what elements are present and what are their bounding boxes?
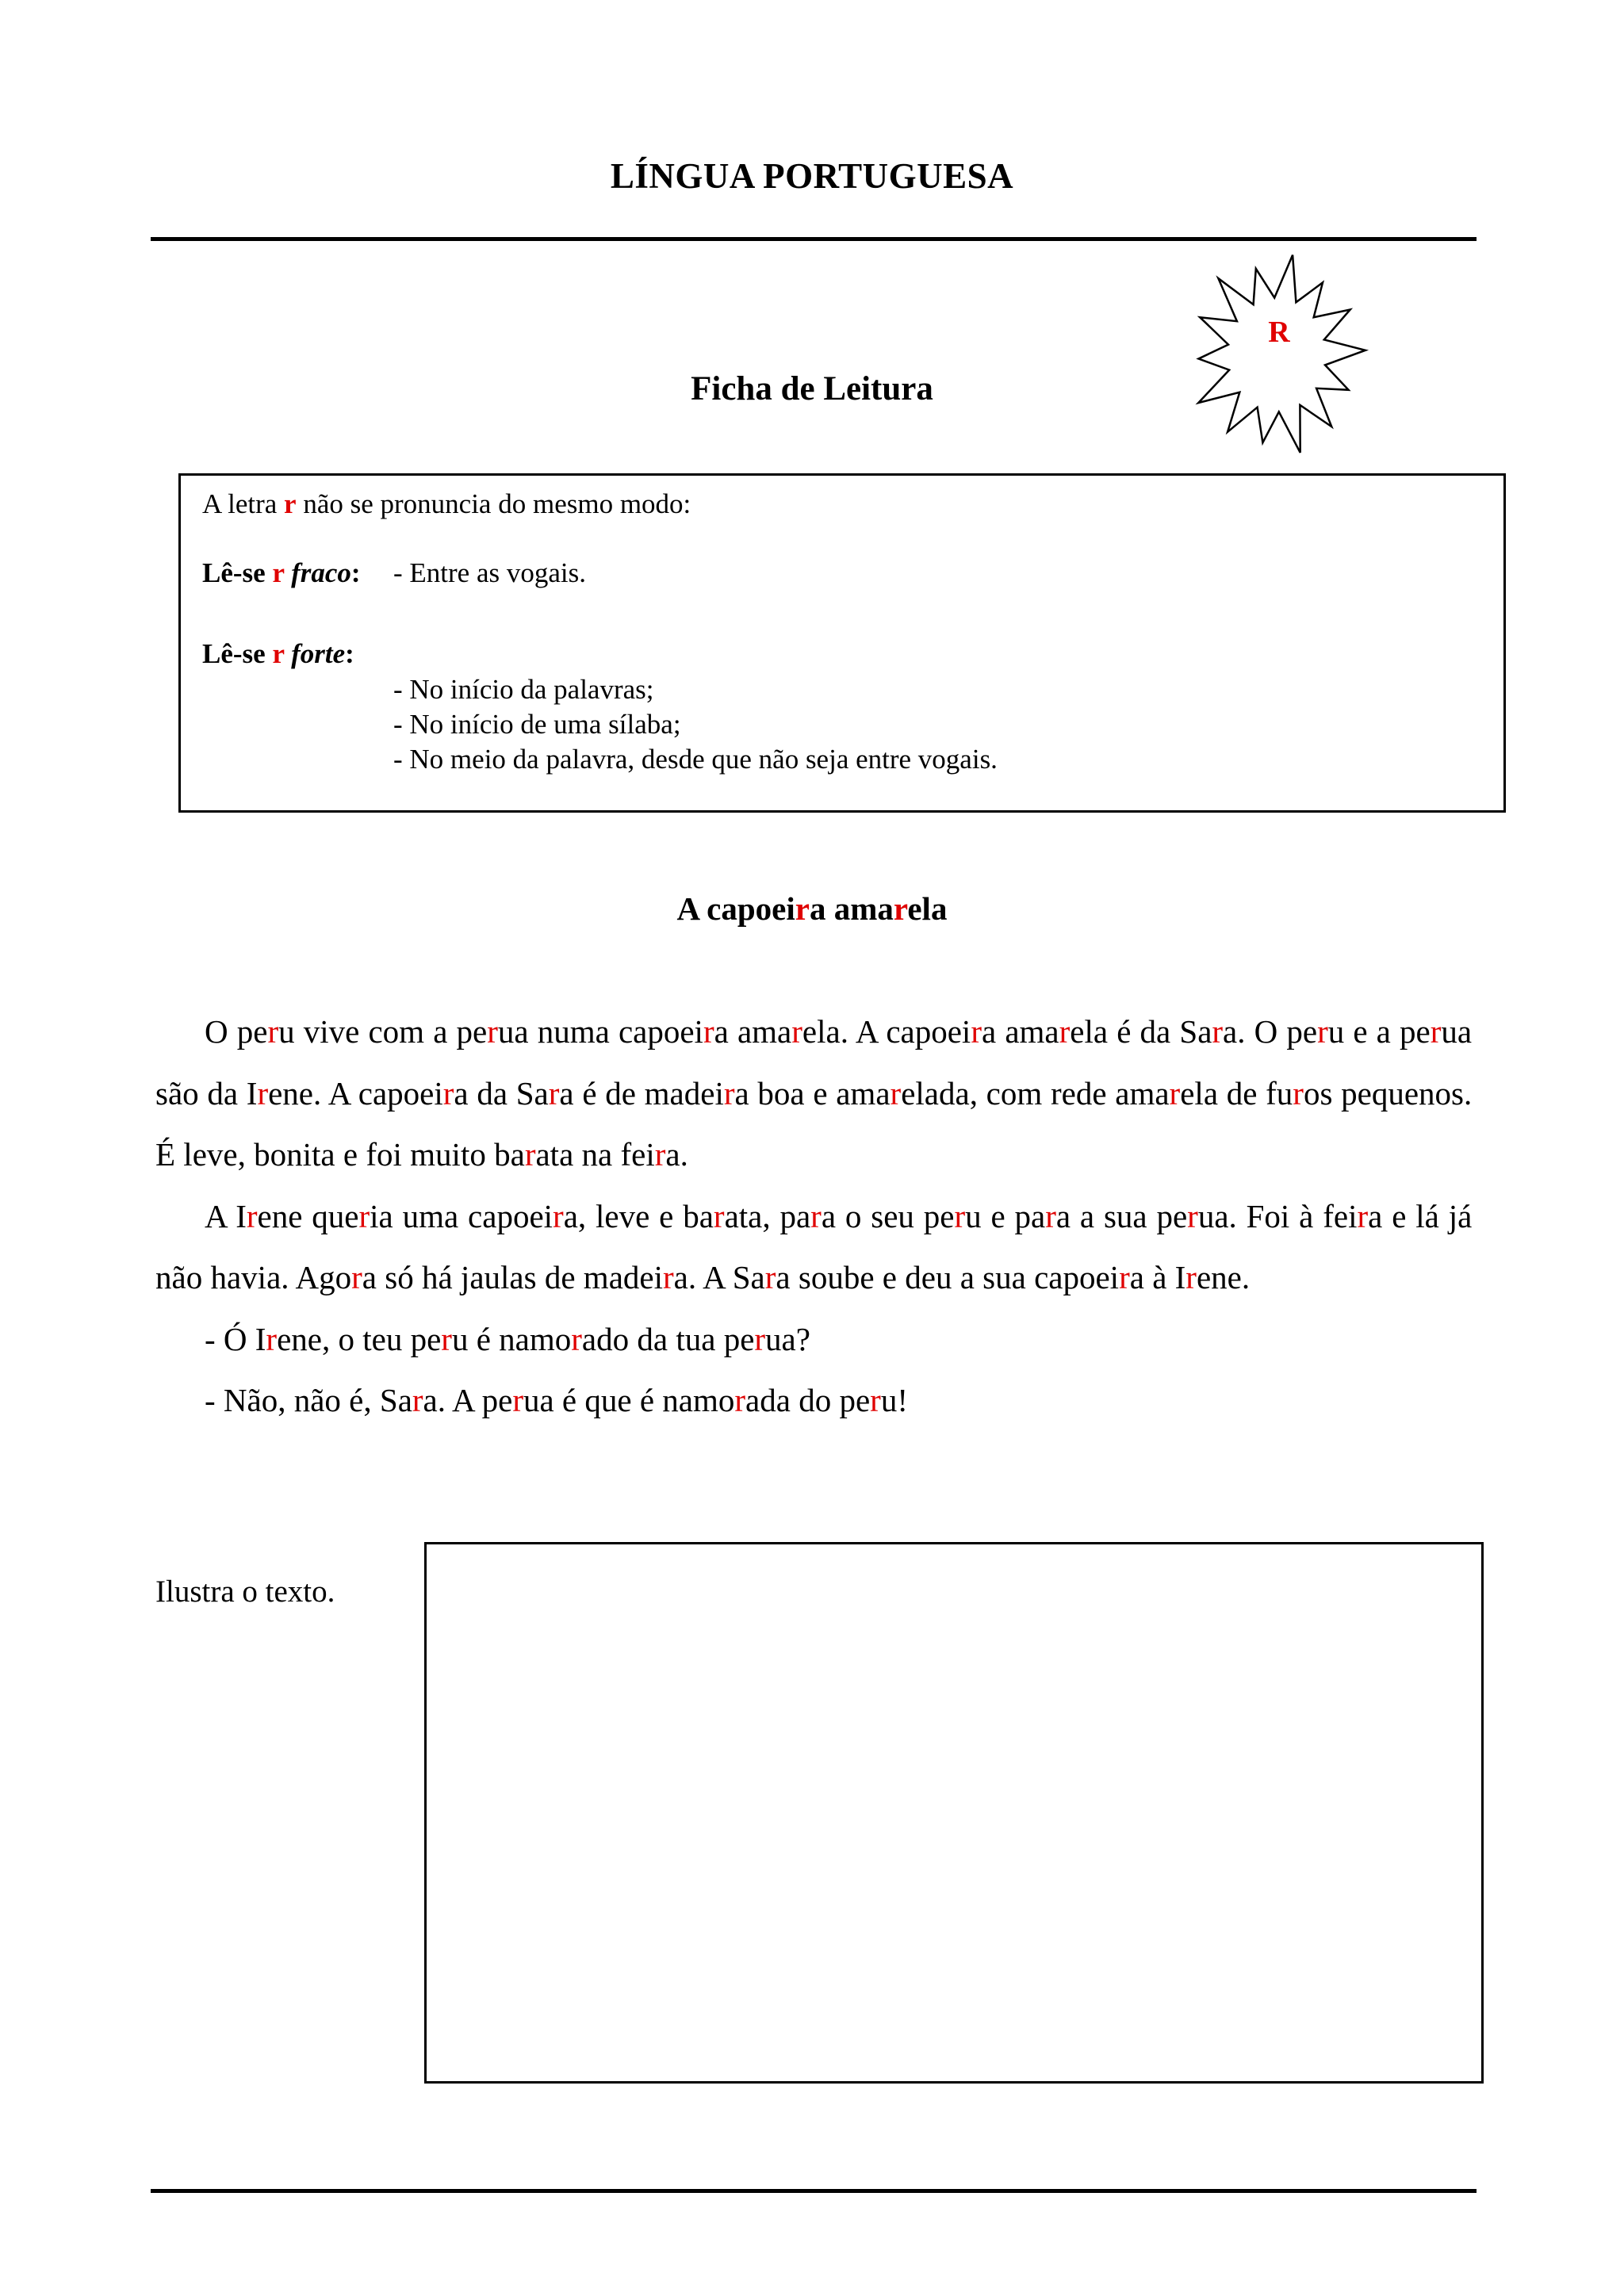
story-paragraph: O peru vive com a perua numa capoeira amarela. A capoeira amarela é da Sara. O peru e a perua são da Irene. A capoeira da Sara é de madeira boa e amarelada, com rede amarela de furos pequenos. É leve, bonita e foi muito barata na feira. (155, 1013, 1473, 1173)
weak-label-pre: Lê-se (202, 557, 273, 588)
story-text (155, 1001, 1472, 1432)
strong-label-letter: r (272, 638, 285, 669)
story-dialogue-line: - Não, não é, Sara. A perua é que é namorada do peru! (205, 1382, 908, 1418)
weak-label-colon: : (350, 557, 361, 588)
illustration-drawing-area[interactable] (424, 1542, 1484, 2084)
strong-label-pre: Lê-se (202, 638, 273, 669)
strong-label-colon: : (345, 638, 354, 669)
strong-r-rule-item: - No meio da palavra, desde que não seja entre vogais. (393, 744, 998, 775)
worksheet-title: Ficha de Leitura (691, 370, 933, 408)
strong-r-label (202, 638, 354, 670)
header-divider (151, 237, 1477, 241)
footer-divider (151, 2189, 1477, 2193)
weak-r-label (202, 557, 361, 589)
strong-r-rule-item: - No início da palavras; (393, 674, 654, 705)
badge-letter: R (1268, 316, 1290, 349)
page-header-title: LÍNGUA PORTUGUESA (610, 156, 1014, 196)
illustration-instruction: Ilustra o texto. (155, 1575, 335, 1609)
story-paragraph: A Irene queria uma capoeira, leve e barata, para o seu peru e para a sua perua. Foi à feira e lá já não havia. Agora só há jaulas de madeira. A Sara soube e deu a sua capoeira à Irene. (155, 1197, 1473, 1295)
rules-intro-letter: r (284, 488, 297, 519)
pronunciation-rules-box (178, 473, 1506, 813)
story-dialogue-line: - Ó Irene, o teu peru é namorado da tua perua? (205, 1320, 810, 1357)
weak-r-description: - Entre as vogais. (393, 557, 586, 588)
strong-r-rule-item: - No início de uma sílaba; (393, 709, 681, 740)
story-title: A capoeira amarela (676, 890, 948, 927)
starburst-shape (1198, 255, 1365, 453)
rules-intro-post: não se pronuncia do mesmo modo: (296, 488, 691, 519)
weak-label-letter: r (272, 557, 285, 588)
rules-intro-pre: A letra (202, 488, 285, 519)
strong-label-kind: forte (291, 638, 346, 669)
weak-label-kind: fraco (291, 557, 351, 588)
starburst-icon (1182, 244, 1372, 457)
rules-intro (202, 488, 691, 520)
